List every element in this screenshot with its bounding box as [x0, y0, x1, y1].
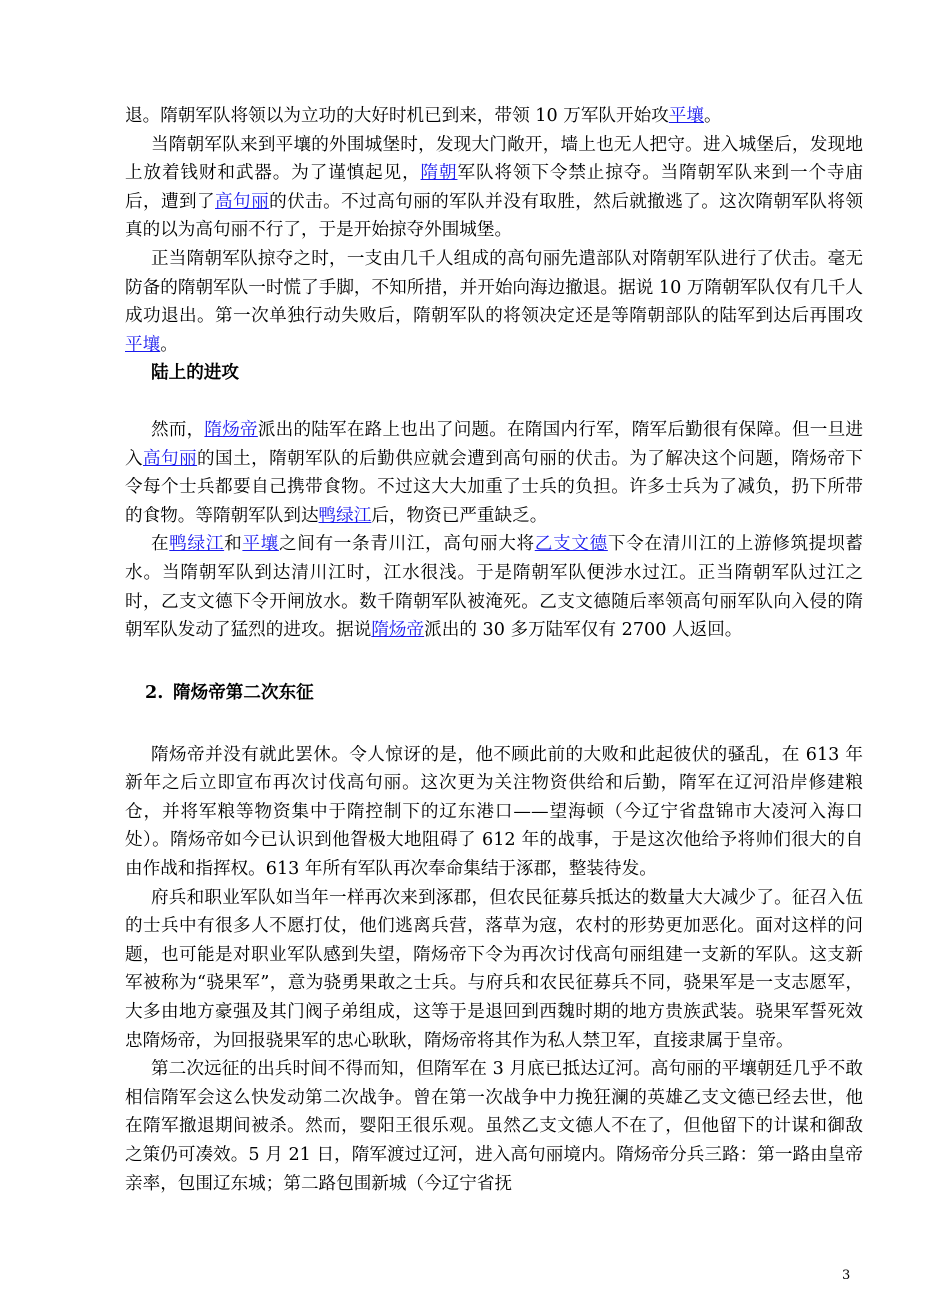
paragraph-4 — [125, 416, 863, 530]
link-pyongyang[interactable]: 平壤 — [242, 534, 279, 555]
link-yalu-river[interactable]: 鸭绿江 — [169, 534, 225, 555]
spacer — [125, 645, 863, 679]
paragraph-5 — [125, 530, 863, 644]
spacer — [125, 707, 863, 741]
text: 下令在清川江的上游修筑提坝蓄水。当隋朝军队到达清川江时，江水很浅。于是隋朝军队便涉水过江。正当隋朝军队过江之时，乙支文德下令开闸放水。数千隋朝军队被淹死。乙支文德随后率领高句丽军队向入侵的隋朝军队发动了猛烈的进攻。据说 — [125, 534, 863, 641]
paragraph-7: 府兵和职业军队如当年一样再次来到涿郡，但农民征募兵抵达的数量大大减少了。征召入伍的士兵中有很多人不愿打仗，他们逃离兵营，落草为寇，农村的形势更加恶化。面对这样的问题，也可能是对职业军队感到失望，隋炀帝下令为再次讨伐高句丽组建一支新的军队。这支新军被称为“骁果军”，意为骁勇果敢之士兵。与府兵和农民征募兵不同，骁果军是一支志愿军，大多由地方豪强及其门阀子弟组成，这等于是退回到西魏时期的地方贵族武装。骁果军誓死效忠隋炀帝，为回报骁果军的忠心耿耿，隋炀帝将其作为私人禁卫军，直接隶属于皇帝。 — [125, 887, 863, 1051]
link-sui-dynasty[interactable]: 隋朝 — [420, 163, 458, 184]
text: 。 — [160, 334, 178, 355]
paragraph-6: 隋炀帝并没有就此罢休。令人惊讶的是，他不顾此前的大败和此起彼伏的骚乱，在 613 年新年之后立即宣布再次讨伐高句丽。这次更为关注物资供给和后勤，隋军在辽河沿岸修建粮仓，并将军粮等物资集中于隋控制下的辽东港口——望海顿（今辽宁省盘锦市大凌河入海口处）。隋炀帝如今已认识到他眢极大地阻碍了 612 年的战事，于是这次他给予将帅们很大的自由作战和指挥权。613 年所有军队再次奉命集结于涿郡，整装待发。 — [125, 744, 863, 880]
paragraph-8: 第二次远征的出兵时间不得而知，但隋军在 3 月底已抵达辽河。高句丽的平壤朝廷几乎不敢相信隋军会这么快发动第二次战争。曾在第一次战争中力挽狂澜的英雄乙支文德已经去世，他在隋军撤退期间被杀。然而，婴阳王很乐观。虽然乙支文德人不在了，但他留下的计谋和御敌之策仍可凑效。5 月 21 日，隋军渡过辽河，进入高句丽境内。隋炀帝分兵三路：第一路由皇帝亲率，包围辽东城；第二路包围新城（今辽宁省抚 — [125, 1059, 863, 1194]
text: 当隋朝军队来到平壤的外围城堡时，发现大门敞开，墙上也无人把守。进入城堡后，发现地上放着钱财和武器。为了谨慎起见， — [125, 134, 863, 184]
paragraph-1 — [125, 102, 863, 131]
link-goguryeo[interactable]: 高句丽 — [143, 448, 198, 469]
section-heading-2 — [125, 679, 863, 707]
page-number: 3 — [842, 1268, 851, 1283]
link-yalu-river[interactable]: 鸭绿江 — [318, 505, 372, 526]
link-pyongyang[interactable]: 平壤 — [125, 334, 161, 355]
link-emperor-yang[interactable]: 隋炀帝 — [204, 419, 258, 440]
link-eulji-mundeok[interactable]: 乙支文德 — [534, 534, 608, 555]
text: 退。隋朝军队将领以为立功的大好时机已到来，带领 10 万军队开始攻 — [125, 106, 669, 126]
document-page — [125, 102, 863, 1198]
text: 之间有一条青川江，高句丽大将 — [278, 534, 535, 555]
link-pyongyang[interactable]: 平壤 — [668, 106, 704, 126]
text: 的伏击。不过高句丽的军队并没有取胜，然后就撤逃了。这次隋朝军队将领真的以为高句丽不行了，于是开始掠夺外围城堡。 — [125, 191, 863, 241]
text: 派出的 30 多万陆军仅有 2700 人返回。 — [424, 620, 743, 641]
section-title: 隋炀帝第二次东征 — [173, 681, 314, 703]
text: 派出的陆军在路上也出了问题。在隋国内行军，隋军后勤很有保障。但一旦进入 — [125, 419, 863, 469]
text: 在 — [151, 534, 170, 555]
text: 然而， — [151, 419, 205, 440]
text: 和 — [224, 534, 243, 555]
paragraph-2 — [125, 131, 863, 245]
section-number: 2. — [145, 681, 164, 703]
spacer — [125, 388, 863, 416]
text: 的国土，隋朝军队的后勤供应就会遭到高句丽的伏击。为了解决这个问题，隋炀帝下令每个士兵都要自己携带食物。不过这大大加重了士兵的负担。许多士兵为了减负，扔下所带的食物。等隋朝军队到达 — [125, 448, 863, 526]
link-emperor-yang[interactable]: 隋炀帝 — [371, 620, 425, 641]
link-goguryeo[interactable]: 高句丽 — [215, 191, 270, 212]
text: 后，物资已严重缺乏。 — [371, 505, 548, 526]
text: 军队将领下令禁止掠夺。当隋朝军队来到一个寺庙后，遭到了 — [125, 163, 863, 212]
text: 。 — [704, 106, 722, 126]
paragraph-3 — [125, 245, 863, 359]
heading-land-offensive: 陆上的进攻 — [151, 362, 239, 384]
text: 正当隋朝军队掠夺之时，一支由几千人组成的高句丽先遣部队对隋朝军队进行了伏击。毫无防备的隋朝军队一时慌了手脚，不知所措，并开始向海边撤退。据说 10 万隋朝军队仅有几千人成功退出。第一次单独行动失败后，隋朝军队的将领决定还是等隋朝部队的陆军到达后再围攻 — [125, 248, 863, 327]
